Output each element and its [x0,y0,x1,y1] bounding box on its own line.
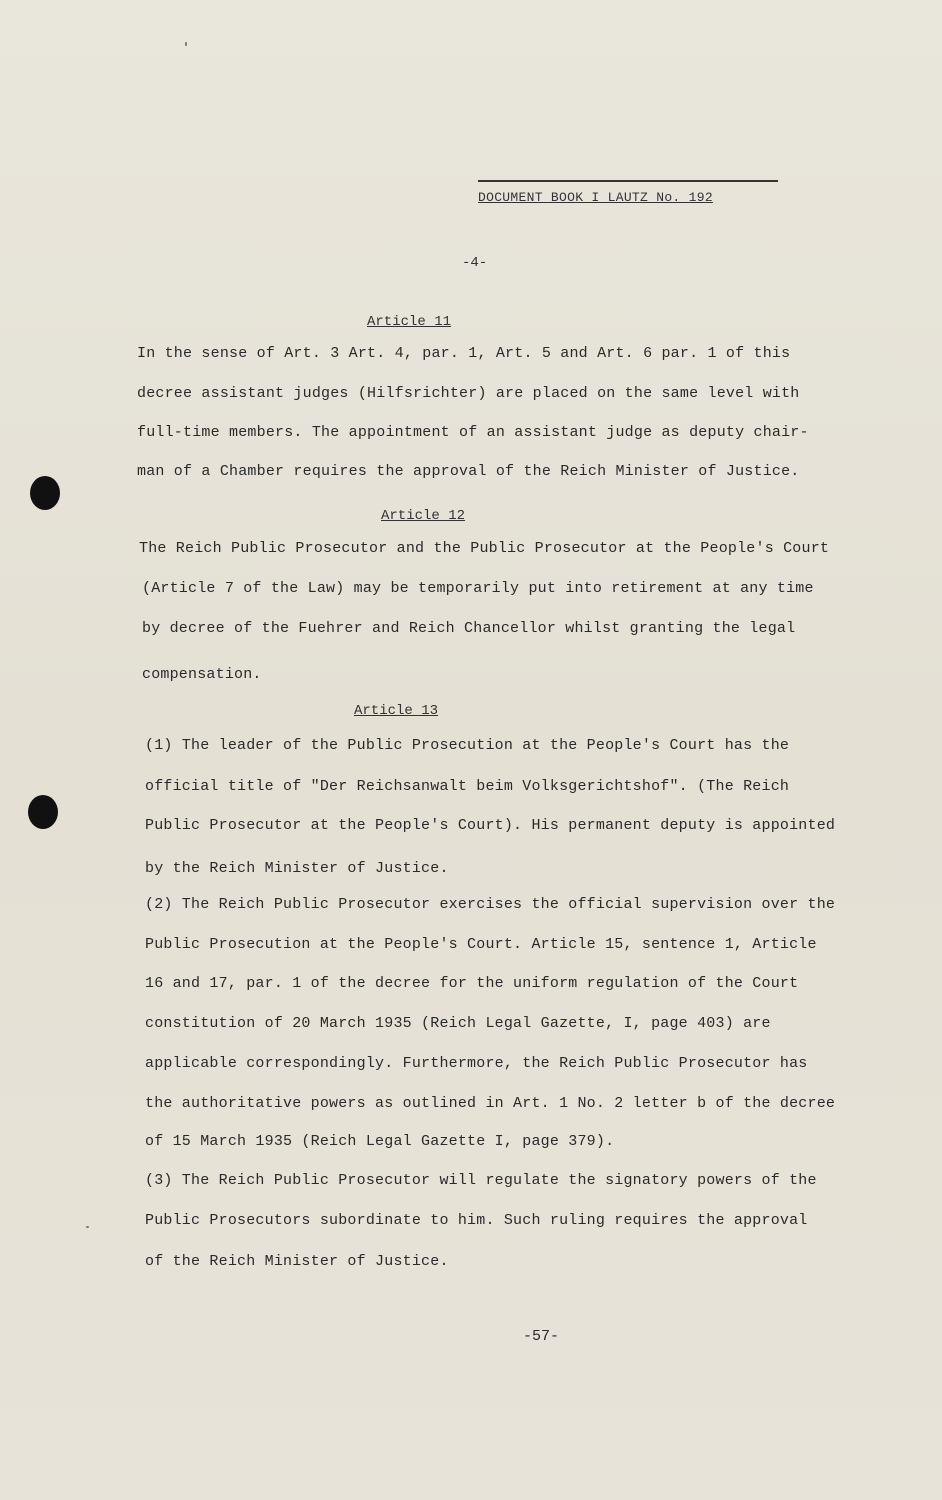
paper-speck [185,42,187,46]
article-12-line: by decree of the Fuehrer and Reich Chancellor whilst granting the legal [142,620,796,637]
article-13-line: Public Prosecution at the People's Court. Article 15, sentence 1, Article [145,936,817,953]
article-13-line: Public Prosecutors subordinate to him. Such ruling requires the approval [145,1212,808,1229]
page-number-top: -4- [462,255,488,271]
article-12-line: (Article 7 of the Law) may be temporarily put into retirement at any time [142,580,814,597]
article-11-line: man of a Chamber requires the approval of the Reich Minister of Justice. [137,463,800,480]
punch-hole [30,476,60,510]
article-13-line: (1) The leader of the Public Prosecution at the People's Court has the [145,737,790,754]
article-11-line: full-time members. The appointment of an assistant judge as deputy chair- [137,424,809,441]
article-11-line: In the sense of Art. 3 Art. 4, par. 1, Art. 5 and Art. 6 par. 1 of this [137,345,791,362]
article-13-line: (2) The Reich Public Prosecutor exercises the official supervision over the [145,896,836,913]
document-header [478,180,778,205]
article-13-heading: Article 13 [354,703,439,719]
article-13-line: applicable correspondingly. Furthermore, the Reich Public Prosecutor has [145,1055,808,1072]
article-13-line: 16 and 17, par. 1 of the decree for the uniform regulation of the Court [145,975,799,992]
article-12-line: compensation. [142,666,262,683]
article-12-line: The Reich Public Prosecutor and the Public Prosecutor at the People's Court [139,540,830,557]
article-11-heading: Article 11 [367,314,452,330]
article-13-line: official title of "Der Reichsanwalt beim Volksgerichtshof". (The Reich [145,778,790,795]
article-13-line: Public Prosecutor at the People's Court). His permanent deputy is appointed [145,817,836,834]
page-number-bottom: -57- [523,1328,560,1345]
article-13-line: of 15 March 1935 (Reich Legal Gazette I, page 379). [145,1133,615,1150]
article-13-line: of the Reich Minister of Justice. [145,1253,449,1270]
article-12-heading: Article 12 [381,508,466,524]
article-11-line: decree assistant judges (Hilfsrichter) are placed on the same level with [137,385,800,402]
article-13-line: constitution of 20 March 1935 (Reich Legal Gazette, I, page 403) are [145,1015,771,1032]
article-13-line: (3) The Reich Public Prosecutor will regulate the signatory powers of the [145,1172,817,1189]
article-13-line: the authoritative powers as outlined in Art. 1 No. 2 letter b of the decree [145,1095,836,1112]
paper-speck [86,1226,89,1228]
punch-hole [28,795,58,829]
document-book-reference: DOCUMENT BOOK I LAUTZ No. 192 [478,190,713,205]
article-13-line: by the Reich Minister of Justice. [145,860,449,877]
